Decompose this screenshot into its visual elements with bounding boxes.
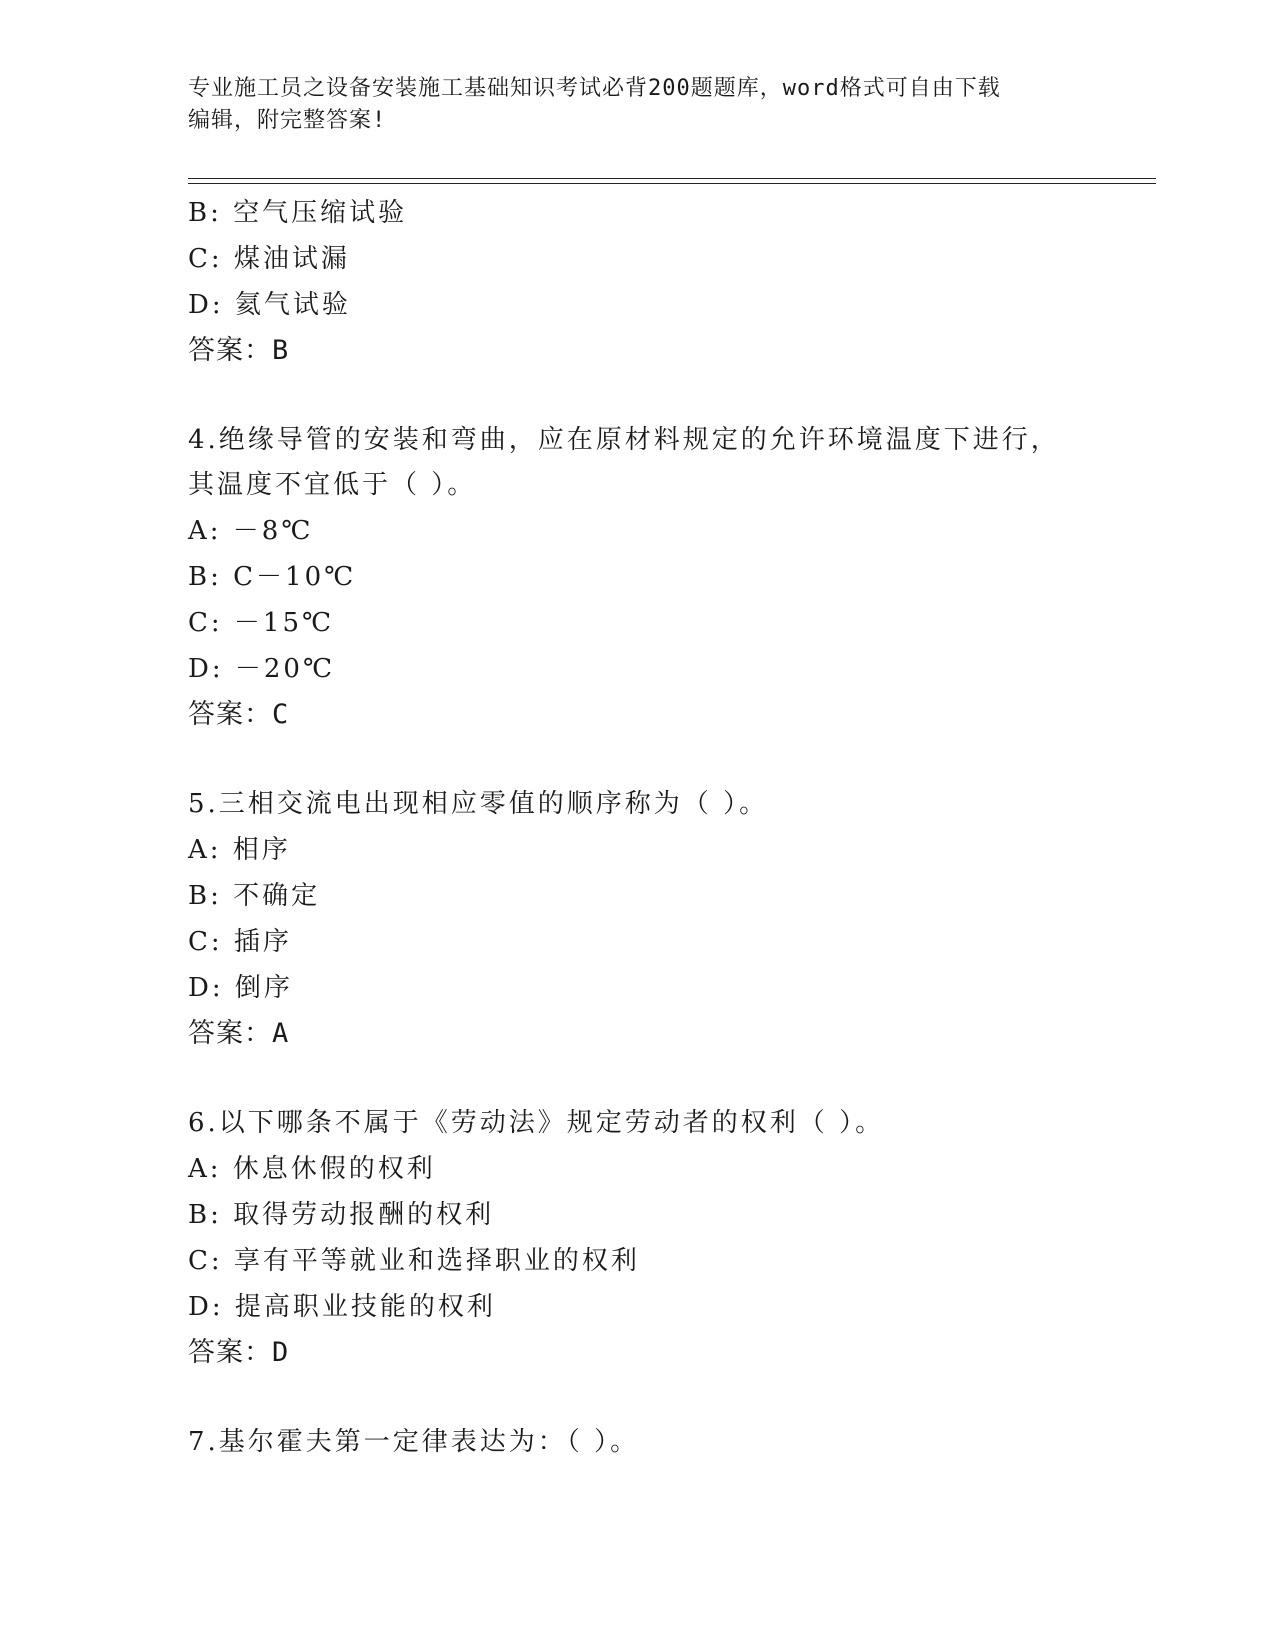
option-b: B: 不确定 <box>188 881 321 911</box>
question-stem-line-1: 5.三相交流电出现相应零值的顺序称为（ ）。 <box>188 789 769 819</box>
question-4 <box>188 418 1088 738</box>
option-a: A: 相序 <box>188 835 291 865</box>
option-d: D: －20℃ <box>188 654 336 684</box>
option-c: C: 享有平等就业和选择职业的权利 <box>188 1246 640 1276</box>
answer-line: 答案：B <box>188 335 290 366</box>
header-divider-bottom <box>188 183 1156 184</box>
option-d: D: 提高职业技能的权利 <box>188 1292 496 1322</box>
question-stem-line-1: 6.以下哪条不属于《劳动法》规定劳动者的权利（ ）。 <box>188 1108 885 1138</box>
header-title-line-2: 编辑，附完整答案! <box>188 108 387 133</box>
answer-line: 答案：C <box>188 699 290 730</box>
header-divider-top <box>188 178 1156 179</box>
option-b: B: 取得劳动报酬的权利 <box>188 1200 495 1230</box>
answer-line: 答案：A <box>188 1018 290 1049</box>
answer-line: 答案：D <box>188 1337 290 1368</box>
header-title-line-1: 专业施工员之设备安装施工基础知识考试必背200题题库，word格式可自由下载 <box>188 76 1001 101</box>
question-5 <box>188 782 1088 1057</box>
option-d: D: 氦气试验 <box>188 290 351 320</box>
option-c: C: 插序 <box>188 927 292 957</box>
question-stem-line-1: 4.绝缘导管的安装和弯曲，应在原材料规定的允许环境温度下进行， <box>188 425 1060 455</box>
document-header <box>188 73 1068 137</box>
question-stem-line-2: 其温度不宜低于（ ）。 <box>188 470 477 500</box>
option-c: C: 煤油试漏 <box>188 244 350 274</box>
option-a: A: －8℃ <box>188 516 314 546</box>
question-7 <box>188 1420 1088 1465</box>
option-d: D: 倒序 <box>188 973 293 1003</box>
question-6 <box>188 1101 1088 1376</box>
question-list <box>188 190 1088 1465</box>
question-stem-line-1: 7.基尔霍夫第一定律表达为：（ ）。 <box>188 1427 640 1457</box>
option-a: A: 休息休假的权利 <box>188 1154 436 1184</box>
option-b: B: 空气压缩试验 <box>188 198 408 228</box>
question-3 <box>188 190 1088 374</box>
option-c: C: －15℃ <box>188 608 335 638</box>
option-b: B: C－10℃ <box>188 562 357 592</box>
